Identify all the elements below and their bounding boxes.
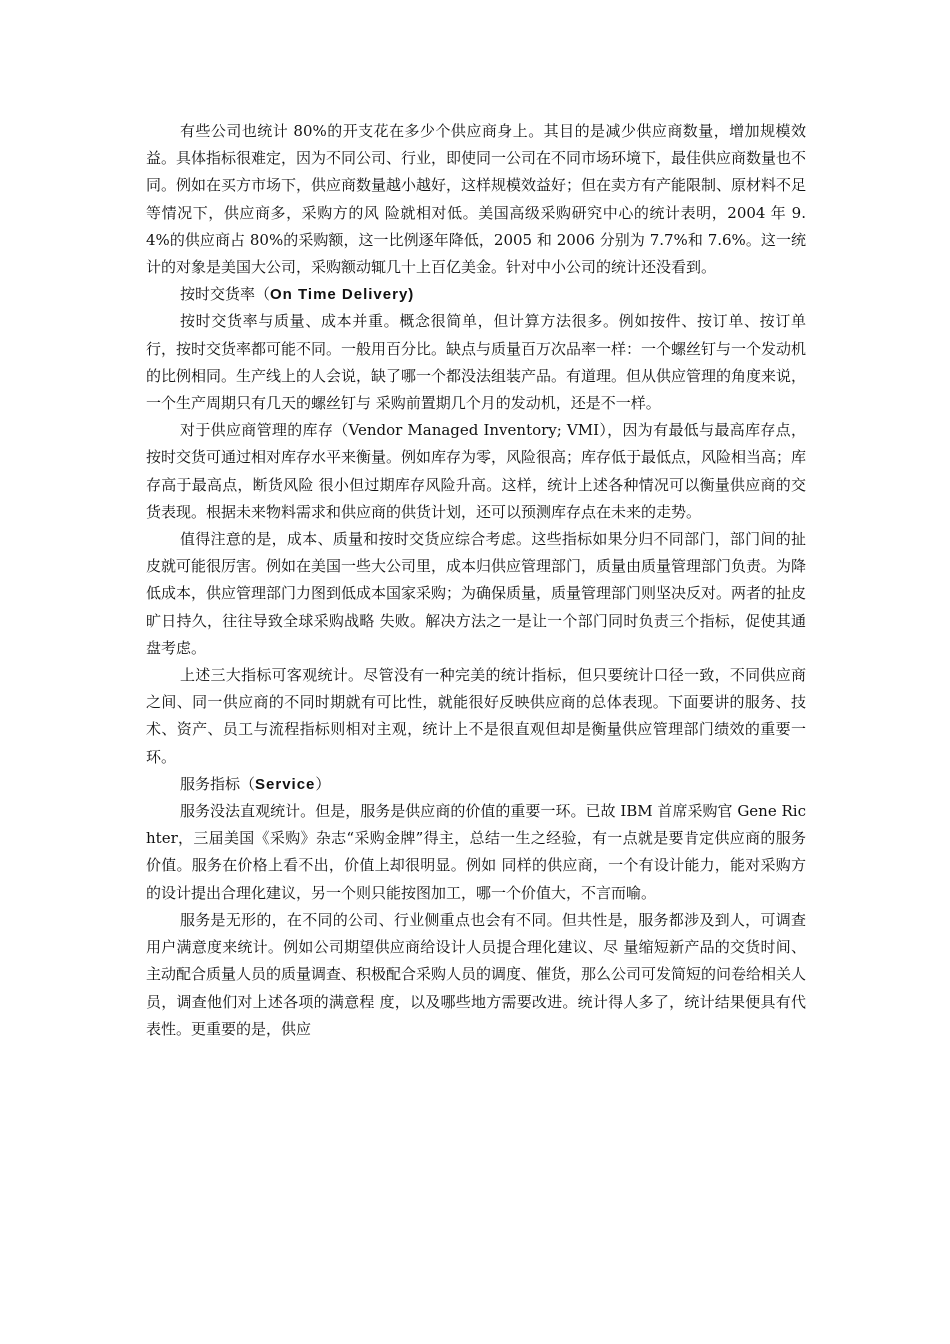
paragraph-service-value: 服务没法直观统计。但是，服务是供应商的价值的重要一环。已故 IBM 首席采购官 Gene Richter，三届美国《采购》杂志“采购金牌”得主，总结一生之经验，有一点就是要肯定供应商的服务价值。服务在价格上看不出，价值上却很明显。例如 同样的供应商，一个有设计能力，能对采购方的设计提出合理化建议，另一个则只能按图加工，哪一个价值大，不言而喻。	[146, 802, 806, 902]
document-page	[146, 118, 806, 1043]
heading-prefix: 按时交货率（	[180, 285, 271, 304]
heading-prefix: 服务指标（	[180, 774, 256, 793]
heading-latin: Service	[255, 775, 316, 793]
heading-on-time-delivery	[146, 281, 806, 308]
paragraph-objective-metrics: 上述三大指标可客观统计。尽管没有一种完美的统计指标，但只要统计口径一致，不同供应商之间、同一供应商的不同时期就有可比性，就能很好反映供应商的总体表现。下面要讲的服务、技术、资产、员工与流程指标则相对主观，统计上不是很直观但却是衡量供应管理部门绩效的重要一环。	[146, 666, 806, 766]
paragraph-on-time-delivery: 按时交货率与质量、成本并重。概念很简单，但计算方法很多。例如按件、按订单、按订单行，按时交货率都可能不同。一般用百分比。缺点与质量百万次品率一样：一个螺丝钉与一个发动机的比例相同。生产线上的人会说，缺了哪一个都没法组装产品。有道理。但从供应管理的角度来说，一个生产周期只有几天的螺丝钉与 采购前置期几个月的发动机，还是不一样。	[146, 312, 807, 413]
paragraph-service-survey: 服务是无形的，在不同的公司、行业侧重点也会有不同。但共性是，服务都涉及到人，可调查用户满意度来统计。例如公司期望供应商给设计人员提合理化建议、尽 量缩短新产品的交货时间、主动配合质量人员的质量调查、积极配合采购人员的调度、催货，那么公司可发简短的问卷给相关人员，调查他们对上述各项的满意程 度，以及哪些地方需要改进。统计得人多了，统计结果便具有代表性。更重要的是，供应	[146, 910, 807, 1038]
paragraph-vmi: 对于供应商管理的库存（Vendor Managed Inventory; VMI），因为有最低与最高库存点，按时交货可通过相对库存水平来衡量。例如库存为零，风险很高；库存低于最低点，风险相当高；库存高于最高点，断货风险 很小但过期库存风险升高。这样，统计上述各种情况可以衡量供应商的交货表现。根据未来物料需求和供应商的供货计划，还可以预测库存点在未来的走势。	[146, 421, 807, 521]
heading-latin: On Time Delivery)	[270, 286, 415, 304]
paragraph-supplier-count: 有些公司也统计 80%的开支花在多少个供应商身上。其目的是减少供应商数量，增加规模效益。具体指标很难定，因为不同公司、行业，即使同一公司在不同市场环境下，最佳供应商数量也不同。例如在买方市场下，供应商数量越小越好，这样规模效益好；但在卖方有产能限制、原材料不足等情况下，供应商多，采购方的风 险就相对低。美国高级采购研究中心的统计表明，2004 年 9.4%的供应商占 80%的采购额，这一比例逐年降低，2005 和 2006 分别为 7.7%和 7.6%。这一统计的对象是美国大公司，采购额动辄几十上百亿美金。针对中小公司的统计还没看到。	[146, 122, 807, 277]
heading-suffix: ）	[315, 774, 331, 793]
heading-service	[146, 771, 806, 798]
paragraph-combined-metrics: 值得注意的是，成本、质量和按时交货应综合考虑。这些指标如果分归不同部门，部门间的扯皮就可能很厉害。例如在美国一些大公司里，成本归供应管理部门，质量由质量管理部门负责。为降低成本，供应管理部门力图到低成本国家采购；为确保质量，质量管理部门则坚决反对。两者的扯皮旷日持久，往往导致全球采购战略 失败。解决方法之一是让一个部门同时负责三个指标，促使其通盘考虑。	[146, 530, 807, 657]
